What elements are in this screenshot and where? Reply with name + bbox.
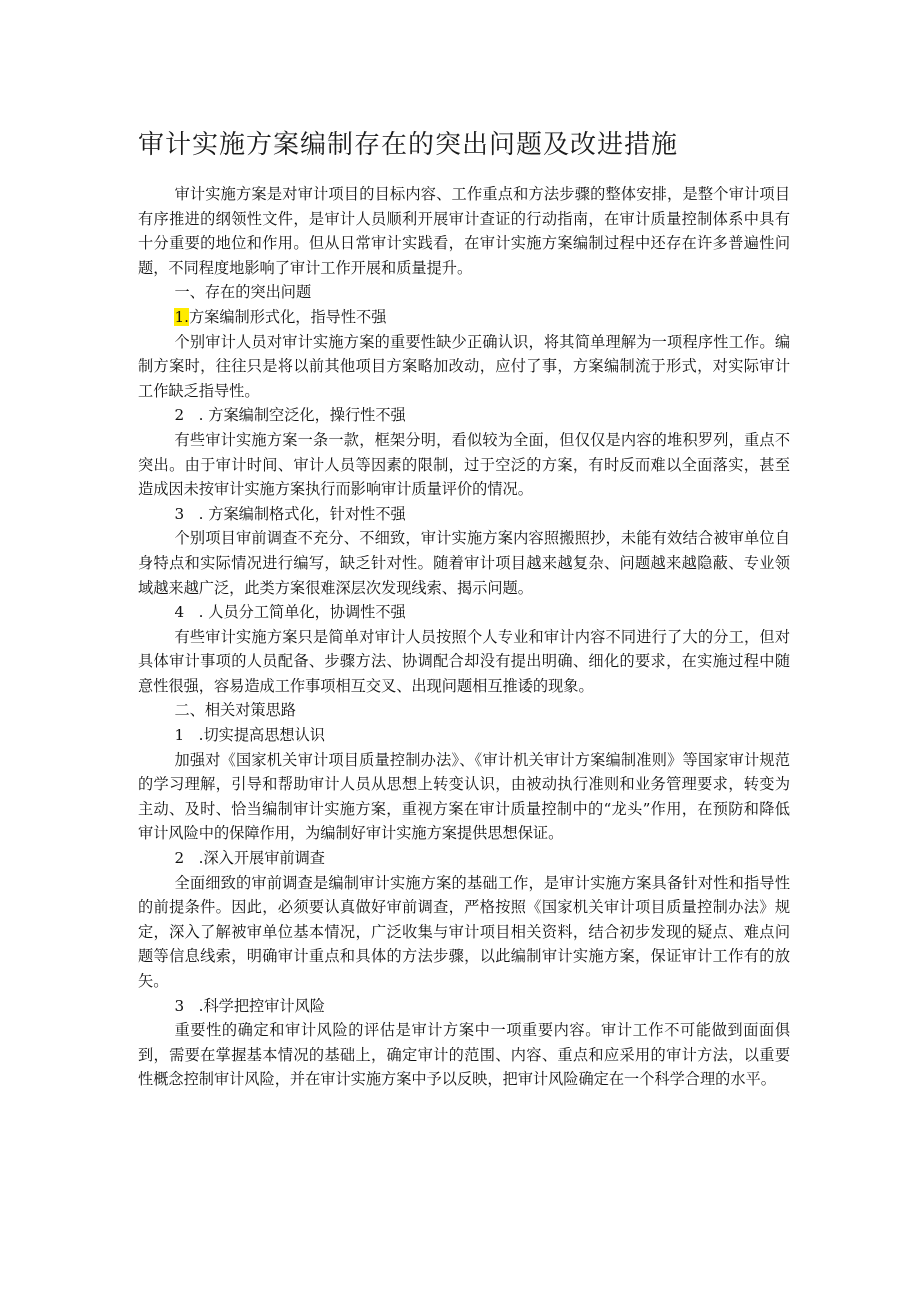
s1-item1-heading: 1.方案编制形式化，指导性不强 (174, 307, 387, 326)
highlighted-number: 1. (174, 307, 189, 326)
intro-paragraph: 审计实施方案是对审计项目的目标内容、工作重点和方法步骤的整体安排，是整个审计项目有序推进的纲领性文件，是审计人员顺利开展审计查证的行动指南，在审计质量控制体系中具有十分重要的地位和作用。但从日常审计实践看，在审计实施方案编制过程中还存在许多普遍性问题，不同程度地影响了审计工作开展和质量提升。 (138, 185, 790, 277)
document-page (138, 118, 790, 1092)
document-title: 审计实施方案编制存在的突出问题及改进措施 (138, 130, 679, 160)
section1-heading: 一、存在的突出问题 (174, 283, 312, 302)
s1-item3-body: 个别项目审前调查不充分、不细致，审计实施方案内容照搬照抄，未能有效结合被审单位自身特点和实际情况进行编写，缺乏针对性。随着审计项目越来越复杂、问题越来越隐蔽、专业领域越来越广泛，此类方案很难深层次发现线索、揭示问题。 (138, 529, 790, 597)
s1-item2-body: 有些审计实施方案一条一款，框架分明，看似较为全面，但仅仅是内容的堆积罗列，重点不突出。由于审计时间、审计人员等因素的限制，过于空泛的方案，有时反而难以全面落实，甚至造成因未按审计实施方案执行而影响审计质量评价的情况。 (138, 430, 790, 499)
s2-item3-body: 重要性的确定和审计风险的评估是审计方案中一项重要内容。审计工作不可能做到面面俱到，需要在掌握基本情况的基础上，确定审计的范围、内容、重点和应采用的审计方法，以重要性概念控制审计风险，并在审计实施方案中予以反映，把审计风险确定在一个科学合理的水平。 (138, 1021, 790, 1089)
s1-item1-body: 个别审计人员对审计实施方案的重要性缺少正确认识，将其简单理解为一项程序性工作。编制方案时，往往只是将以前其他项目方案略加改动，应付了事，方案编制流于形式，对实际审计工作缺乏指导性。 (138, 332, 790, 400)
s2-item2-heading: 2 .深入开展审前调查 (174, 849, 325, 868)
s2-item1-body: 加强对《国家机关审计项目质量控制办法》、《审计机关审计方案编制准则》等国家审计规范的学习理解，引导和帮助审计人员从思想上转变认识，由被动执行准则和业务管理要求，转变为主动、及时、恰当编制审计实施方案，重视方案在审计质量控制中的“龙头”作用，在预防和降低审计风险中的保障作用，为编制好审计实施方案提供思想保证。 (138, 750, 790, 843)
s1-item4-heading: 4 . 人员分工简单化，协调性不强 (174, 603, 406, 622)
s2-item2-body: 全面细致的审前调查是编制审计实施方案的基础工作，是审计实施方案具备针对性和指导性的前提条件。因此，必须要认真做好审前调查，严格按照《国家机关审计项目质量控制办法》规定，深入了解被审单位基本情况，广泛收集与审计项目相关资料，结合初步发现的疑点、难点问题等信息线索，明确审计重点和具体的方法步骤，以此编制审计实施方案，保证审计工作有的放矢。 (138, 873, 790, 990)
s2-item3-heading: 3 .科学把控审计风险 (174, 996, 325, 1015)
section2-heading: 二、相关对策思路 (174, 701, 296, 720)
s2-item1-heading: 1 .切实提高思想认识 (174, 726, 325, 745)
s1-item3-heading: 3 . 方案编制格式化，针对性不强 (174, 504, 406, 523)
s1-item2-heading: 2 . 方案编制空泛化，操行性不强 (174, 406, 406, 425)
s1-item4-body: 有些审计实施方案只是简单对审计人员按照个人专业和审计内容不同进行了大的分工，但对具体审计事项的人员配备、步骤方法、协调配合却没有提出明确、细化的要求，在实施过程中随意性很强，容易造成工作事项相互交叉、出现问题相互推诿的现象。 (138, 627, 790, 695)
